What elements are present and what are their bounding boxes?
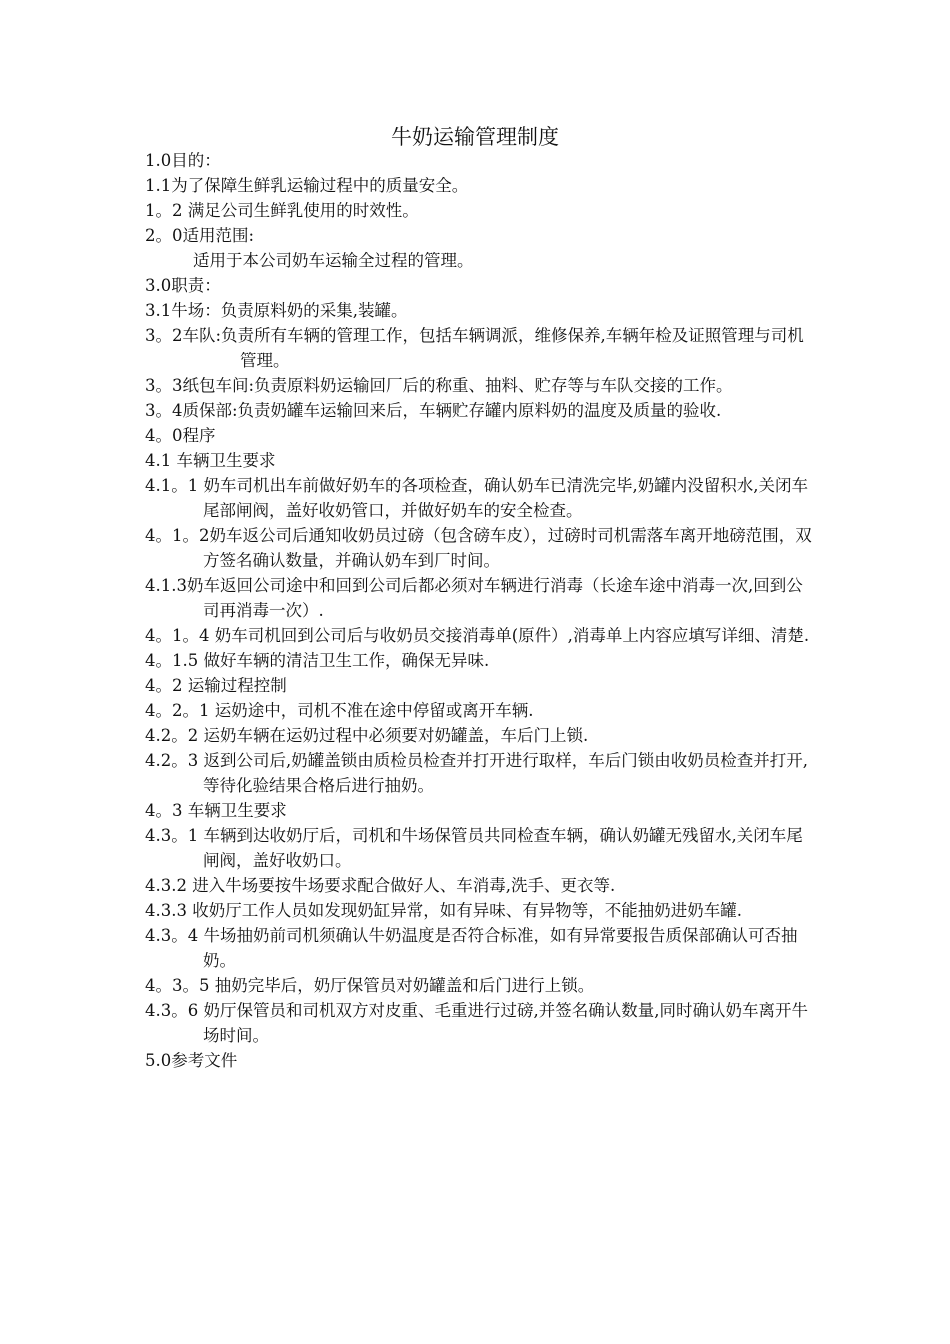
document-line: 4.2。2 运奶车辆在运奶过程中必须要对奶罐盖，车后门上锁. xyxy=(145,726,589,745)
document-line: 4.3。1 车辆到达收奶厅后，司机和牛场保管员共同检查车辆，确认奶罐无残留水,关闭车尾闸阀，盖好收奶口。 xyxy=(145,826,803,870)
document-line: 4。1.5 做好车辆的清洁卫生工作，确保无异味. xyxy=(145,651,490,670)
document-line: 3.0职责： xyxy=(145,276,221,295)
document-line: 3.1牛场：负责原料奶的采集,装罐。 xyxy=(145,301,408,320)
document-line: 4.1 车辆卫生要求 xyxy=(145,451,276,470)
document-line: 4.3.2 进入牛场要按牛场要求配合做好人、车消毒,洗手、更衣等. xyxy=(145,876,616,895)
document-title: 牛奶运输管理制度 xyxy=(391,125,559,149)
document-line: 3。3纸包车间:负责原料奶运输回厂后的称重、抽料、贮存等与车队交接的工作。 xyxy=(145,376,733,395)
document-line: 4.1.3奶车返回公司途中和回到公司后都必须对车辆进行消毒（长途车途中消毒一次,回到公司再消毒一次）. xyxy=(145,576,803,620)
document-line: 4。3 车辆卫生要求 xyxy=(145,801,287,820)
document-line: 3。2车队:负责所有车辆的管理工作，包括车辆调派，维修保养,车辆年检及证照管理与司机管理。 xyxy=(145,326,804,370)
document-line: 4。1。2奶车返公司后通知收奶员过磅（包含磅车皮），过磅时司机需落车离开地磅范围，双方签名确认数量，并确认奶车到厂时间。 xyxy=(145,526,812,570)
document-line: 1.0目的： xyxy=(145,151,221,170)
document-line: 3。4质保部:负责奶罐车运输回来后，车辆贮存罐内原料奶的温度及质量的验收. xyxy=(145,401,722,420)
document-line: 5.0参考文件 xyxy=(145,1051,238,1070)
document-body xyxy=(145,148,815,1073)
document-line: 4。2 运输过程控制 xyxy=(145,676,287,695)
document-line: 4。0程序 xyxy=(145,426,216,445)
document-line: 1.1为了保障生鲜乳运输过程中的质量安全。 xyxy=(145,176,469,195)
document-line: 2。0适用范围: xyxy=(145,226,255,245)
document-line: 1。2 满足公司生鲜乳使用的时效性。 xyxy=(145,201,419,220)
document-line: 4.3。4 牛场抽奶前司机须确认牛奶温度是否符合标准，如有异常要报告质保部确认可否抽奶。 xyxy=(145,926,798,970)
document-line: 4。3。5 抽奶完毕后，奶厅保管员对奶罐盖和后门进行上锁。 xyxy=(145,976,595,995)
document-line: 4.1。1 奶车司机出车前做好奶车的各项检查，确认奶车已清洗完毕,奶罐内没留积水,关闭车尾部闸阀，盖好收奶管口，并做好奶车的安全检查。 xyxy=(145,476,808,520)
document-line: 4.3。6 奶厅保管员和司机双方对皮重、毛重进行过磅,并签名确认数量,同时确认奶车离开牛场时间。 xyxy=(145,1001,808,1045)
document-line: 适用于本公司奶车运输全过程的管理。 xyxy=(193,251,474,270)
document-line: 4。1。4 奶车司机回到公司后与收奶员交接消毒单(原件）,消毒单上内容应填写详细、清楚. xyxy=(145,626,810,645)
document-line: 4.2。3 返到公司后,奶罐盖锁由质检员检查并打开进行取样，车后门锁由收奶员检查并打开,等待化验结果合格后进行抽奶。 xyxy=(145,751,808,795)
document-line: 4.3.3 收奶厅工作人员如发现奶缸异常，如有异味、有异物等，不能抽奶进奶车罐. xyxy=(145,901,742,920)
document-line: 4。2。1 运奶途中，司机不准在途中停留或离开车辆. xyxy=(145,701,534,720)
